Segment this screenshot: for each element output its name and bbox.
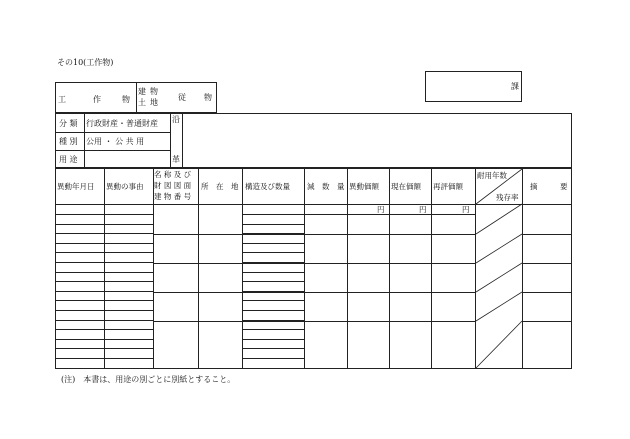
history-divider: [182, 114, 183, 167]
info-value-divider: [170, 114, 171, 167]
col-header-name-3: 建 物 番 号: [154, 192, 192, 201]
diagonal-line: [476, 234, 522, 263]
bunrui-value: 行政財産・普通財産: [86, 119, 158, 128]
structure-row-line: [242, 368, 304, 369]
history-en: 沿: [172, 115, 180, 124]
col-header-current-value: 現在価額: [391, 182, 421, 191]
col-header-structure: 構造及び数量: [245, 182, 290, 191]
yen-unit: 円: [377, 205, 385, 214]
diagonal-line: [476, 263, 522, 292]
section-box: [425, 71, 522, 102]
col-header-useful-life: 耐用年数: [477, 171, 507, 180]
bunrui-label: 分 類: [59, 119, 78, 128]
info-row-line: [56, 150, 170, 151]
header-ju: 従: [178, 93, 186, 102]
col-header-revalue: 再評価額: [433, 182, 463, 191]
header-mono: 物: [150, 87, 158, 96]
diagonal-line: [476, 321, 522, 368]
info-row-line: [56, 132, 170, 133]
table-row-line: [56, 368, 153, 369]
document-label: その10(工作物): [57, 58, 114, 67]
diagonal-line: [476, 204, 522, 234]
header-divider: [136, 83, 137, 112]
header-saku: 作: [93, 95, 101, 104]
col-header-change-value: 異動価額: [349, 182, 379, 191]
header-mono2: 物: [204, 93, 212, 102]
footnote: (注) 本書は、用途の別ごとに別紙とすること。: [61, 375, 236, 384]
col-header-reason: 異動の事由: [106, 182, 144, 191]
main-table: [55, 168, 572, 369]
yoto-label: 用 途: [59, 155, 78, 164]
header-tsuchi: 土: [138, 98, 146, 107]
header-ko: 工: [58, 95, 66, 104]
col-header-name-1: 名 称 及 び: [154, 170, 192, 179]
col-header-residual: 残存率: [496, 193, 519, 202]
shurui-label: 種 別: [59, 137, 78, 146]
col-header-date: 異動年月日: [57, 182, 95, 191]
info-label-divider: [84, 114, 85, 167]
col-header-remarks: 摘 要: [530, 182, 568, 191]
col-header-location: 所 在 地: [201, 182, 239, 191]
diagonal-line: [476, 169, 522, 204]
shurui-value: 公用 ・ 公 共 用: [86, 137, 145, 146]
col-header-name-2: 財 図 図 面: [154, 181, 192, 190]
info-box: [55, 113, 572, 168]
header-tate: 建: [138, 87, 146, 96]
col-header-increase: 減 数 量: [307, 182, 345, 191]
useful-life-diagonals: [56, 169, 571, 368]
diagonal-line: [476, 292, 522, 321]
yen-unit: 円: [419, 205, 427, 214]
history-kaku: 革: [172, 155, 180, 164]
yen-unit: 円: [462, 205, 470, 214]
header-chi: 地: [150, 98, 158, 107]
header-butsu: 物: [122, 95, 130, 104]
property-header-box: [55, 82, 217, 113]
section-label: 課: [511, 82, 519, 91]
